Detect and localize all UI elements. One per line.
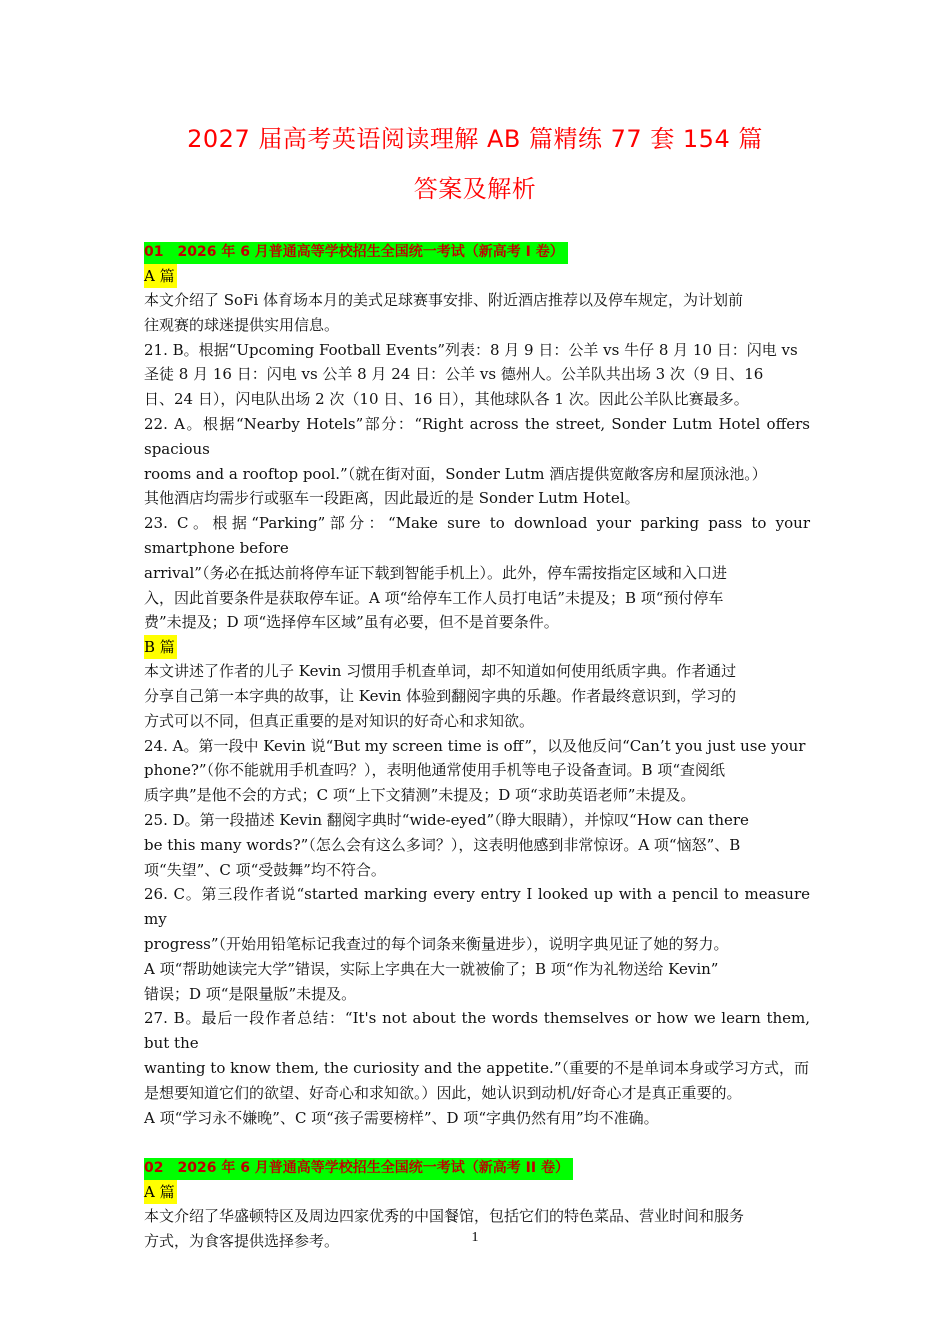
part-label-a: A 篇 <box>144 264 177 288</box>
section-01 <box>144 240 810 1130</box>
text-line: 入，因此首要条件是获取停车证。A 项“给停车工作人员打电话”未提及；B 项“预付停车 <box>144 588 724 607</box>
document-title: 2027 届高考英语阅读理解 AB 篇精练 77 套 154 篇 <box>187 125 763 153</box>
text-line: rooms and a rooftop pool.”（就在街对面，Sonder Lutm 酒店提供宽敞客房和屋顶泳池。） <box>144 464 767 483</box>
part-b-text <box>144 659 810 1130</box>
text-line: 往观赛的球迷提供实用信息。 <box>144 315 340 334</box>
section-heading: 02 2026 年 6 月普通高等学校招生全国统一考试（新高考 II 卷） <box>144 1158 573 1180</box>
text-line: 方式，为食客提供选择参考。 <box>144 1232 340 1251</box>
text-line: 26. C。第三段作者说“started marking every entry I looked up with a pencil to measure my <box>144 885 810 929</box>
text-line: 分享自己第一本字典的故事，让 Kevin 体验到翻阅字典的乐趣。作者最终意识到，学习的 <box>144 686 737 705</box>
text-line: 21. B。根据“Upcoming Football Events”列表：8 月 9 日：公羊 vs 牛仔 8 月 10 日：闪电 vs <box>144 340 798 359</box>
text-line: 日、24 日），闪电队出场 2 次（10 日、16 日），其他球队各 1 次。因此公羊队比赛最多。 <box>144 390 749 409</box>
text-line: wanting to know them, the curiosity and the appetite.”（重要的不是单词本身或学习方式，而 <box>144 1058 809 1077</box>
text-line: 24. A。第一段中 Kevin 说“But my screen time is off”，以及他反问“Can’t you just use your <box>144 736 806 755</box>
text-line: phone?”（你不能就用手机查吗？），表明他通常使用手机等电子设备查词。B 项“查阅纸 <box>144 761 726 780</box>
text-line: 23. C。根据“Parking”部分：“Make sure to download your parking pass to your smartphone before <box>144 514 810 557</box>
text-line: 项“失望”、C 项“受鼓舞”均不符合。 <box>144 860 386 879</box>
text-line: 方式可以不同，但真正重要的是对知识的好奇心和求知欲。 <box>144 711 535 730</box>
part-label-b: B 篇 <box>144 635 177 659</box>
text-line: 本文介绍了 SoFi 体育场本月的美式足球赛事安排、附近酒店推荐以及停车规定，为计划前 <box>144 291 744 309</box>
part-label-a: A 篇 <box>144 1180 177 1204</box>
section-spacer <box>144 1130 810 1156</box>
document-body <box>144 240 810 1254</box>
text-line: 其他酒店均需步行或驱车一段距离，因此最近的是 Sonder Lutm Hotel。 <box>144 489 640 508</box>
text-line: 25. D。第一段描述 Kevin 翻阅字典时“wide-eyed”（睁大眼睛），并惊叹“How can there <box>144 810 749 829</box>
text-line: 27. B。最后一段作者总结：“It's not about the words themselves or how we learn them, but the <box>144 1009 810 1053</box>
text-line: 圣徒 8 月 16 日：闪电 vs 公羊 8 月 24 日：公羊 vs 德州人。公羊队共出场 3 次（9 日、16 <box>144 365 764 384</box>
document-subtitle: 答案及解析 <box>413 175 537 203</box>
text-line: 22. A。根据“Nearby Hotels”部分：“Right across the street, Sonder Lutm Hotel offers spacious <box>144 414 810 458</box>
text-line: 质字典”是他不会的方式；C 项“上下文猜测”未提及；D 项“求助英语老师”未提及。 <box>144 786 696 805</box>
text-line: be this many words?”（怎么会有这么多词？），这表明他感到非常惊讶。A 项“恼怒”、B <box>144 835 741 854</box>
part-a-text <box>144 288 810 635</box>
text-line: 本文介绍了华盛顿特区及周边四家优秀的中国餐馆，包括它们的特色菜品、营业时间和服务 <box>144 1207 745 1226</box>
text-line: 本文讲述了作者的儿子 Kevin 习惯用手机查单词，却不知道如何使用纸质字典。作者通过 <box>144 662 737 681</box>
text-line: A 项“学习永不嫌晚”、C 项“孩子需要榜样”、D 项“字典仍然有用”均不准确。 <box>144 1108 659 1127</box>
text-line: A 项“帮助她读完大学”错误，实际上字典在大一就被偷了；B 项“作为礼物送给 Kevin” <box>144 959 719 978</box>
text-line: arrival”（务必在抵达前将停车证下载到智能手机上）。此外，停车需按指定区域和入口进 <box>144 563 727 582</box>
page-number: 1 <box>471 1230 479 1245</box>
text-line: 费”未提及；D 项“选择停车区域”虽有必要，但不是首要条件。 <box>144 613 559 632</box>
text-line: progress”（开始用铅笔标记我查过的每个词条来衡量进步），说明字典见证了她的努力。 <box>144 934 729 953</box>
text-line: 是想要知道它们的欲望、好奇心和求知欲。）因此，她认识到动机/好奇心才是真正重要的。 <box>144 1083 742 1102</box>
text-line: 错误；D 项“是限量版”未提及。 <box>144 984 357 1003</box>
section-heading: 01 2026 年 6 月普通高等学校招生全国统一考试（新高考 I 卷） <box>144 242 568 264</box>
